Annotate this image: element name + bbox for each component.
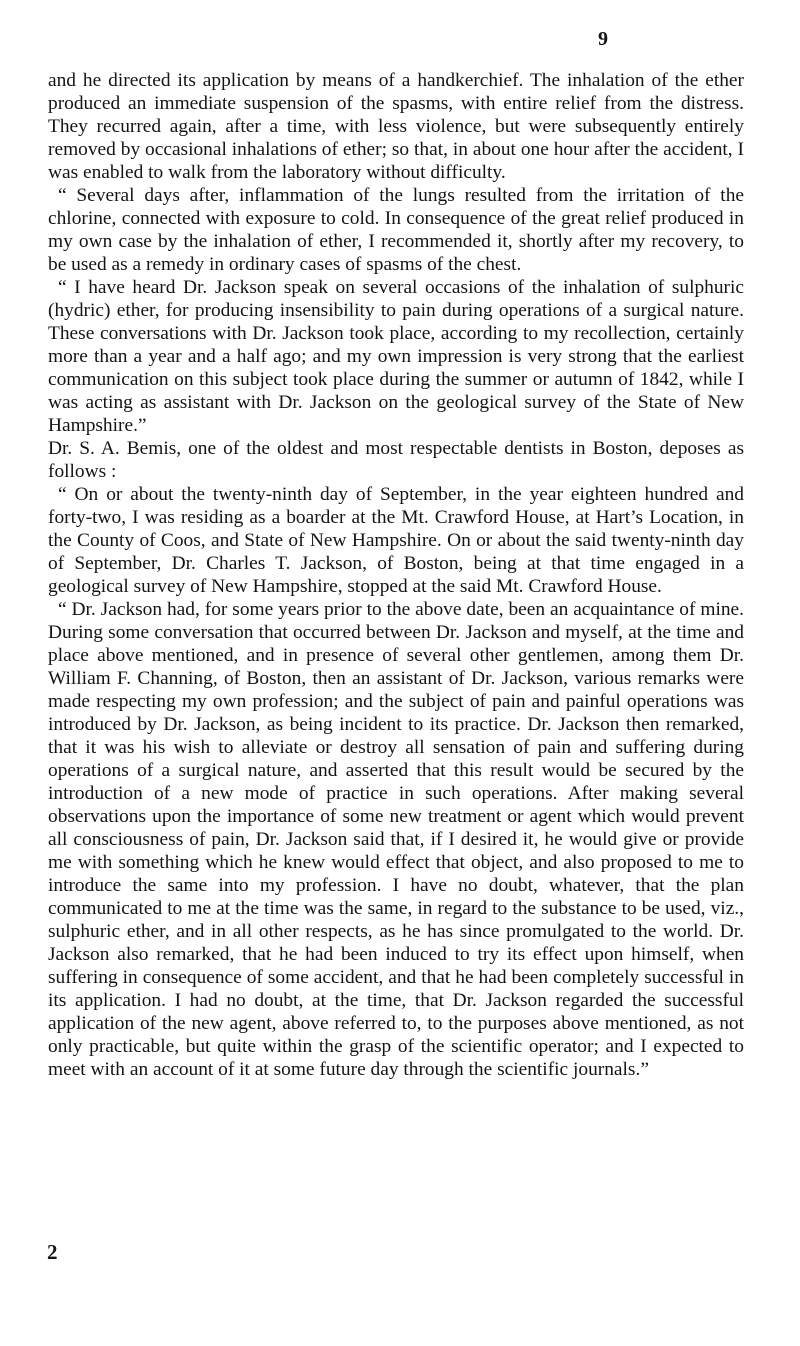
body-text <box>48 69 744 1081</box>
page-number: 9 <box>598 28 608 50</box>
paragraph-bemis-conversation: “ Dr. Jackson had, for some years prior to the above date, been an acquaintance of mine. During some conversation that occurred between Dr. Jackson and myself, at the time and place above mentioned, and in presence of several other gentlemen, among them Dr. William F. Channing, of Boston, then an assistant of Dr. Jackson, various remarks were made respecting my own profession; and the subject of pain and painful operations was introduced by Dr. Jackson, as being incident to its practice. Dr. Jackson then remarked, that it was his wish to alleviate or destroy all sensation of pain and suffering during operations of a surgical nature, and asserted that this result would be secured by the introduction of a new mode of practice in such operations. After making several observations upon the importance of some new treatment or agent which would prevent all consciousness of pain, Dr. Jackson said that, if I desired it, he would give or provide me with something which he knew would effect that object, and also proposed to me to introduce the same into my profession. I have no doubt, whatever, that the plan communicated to me at the time was the same, in regard to the substance to be used, viz., sulphuric ether, and in all other respects, as he has since promulgated to the world. Dr. Jackson also remarked, that he had been induced to try its effect upon himself, when suffering in consequence of some accident, and that he had been completely successful in its application. I had no doubt, at the time, that Dr. Jackson regarded the successful application of the new agent, above referred to, to the purposes above mentioned, as not only practicable, but quite within the grasp of the scientific operator; and I expected to meet with an account of it at some future day through the scientific journals.” <box>48 599 744 1080</box>
paragraph-jackson-ether: “ I have heard Dr. Jackson speak on several occasions of the inhalation of sulphuric (hydric) ether, for producing insensibility to pain during operations of a surgical nature. These conversations with Dr. Jackson took place, according to my recollection, certainly more than a year and a half ago; and my own impression is very strong that the earliest communication on this subject took place during the summer or autumn of 1842, while I was acting as assistant with Dr. Jackson on the geological survey of the State of New Hampshire.” <box>48 277 744 436</box>
paragraph-continuation: and he directed its application by means of a handkerchief. The inhalation of the ether produced an immediate suspension of the spasms, with entire relief from the distress. They recurred again, after a time, with less violence, but were subsequently entirely removed by occasional inhalations of ether; so that, in about one hour after the accident, I was enabled to walk from the laboratory without difficulty. <box>48 70 744 183</box>
signature-mark: 2 <box>47 1240 58 1264</box>
paragraph-bemis-intro: Dr. S. A. Bemis, one of the oldest and most respectable dentists in Boston, deposes as follows : <box>48 438 744 482</box>
paragraph-bemis-deposition: “ On or about the twenty-ninth day of September, in the year eighteen hundred and forty-two, I was residing as a boarder at the Mt. Crawford House, at Hart’s Location, in the County of Coos, and State of New Hampshire. On or about the said twenty-ninth day of September, Dr. Charles T. Jackson, of Boston, being at that time engaged in a geological survey of New Hampshire, stopped at the said Mt. Crawford House. <box>48 484 744 597</box>
paragraph-inflammation: “ Several days after, inflammation of the lungs resulted from the irritation of the chlorine, connected with exposure to cold. In consequence of the great relief produced in my own case by the inhalation of ether, I recommended it, shortly after my recovery, to be used as a remedy in ordinary cases of spasms of the chest. <box>48 185 744 275</box>
